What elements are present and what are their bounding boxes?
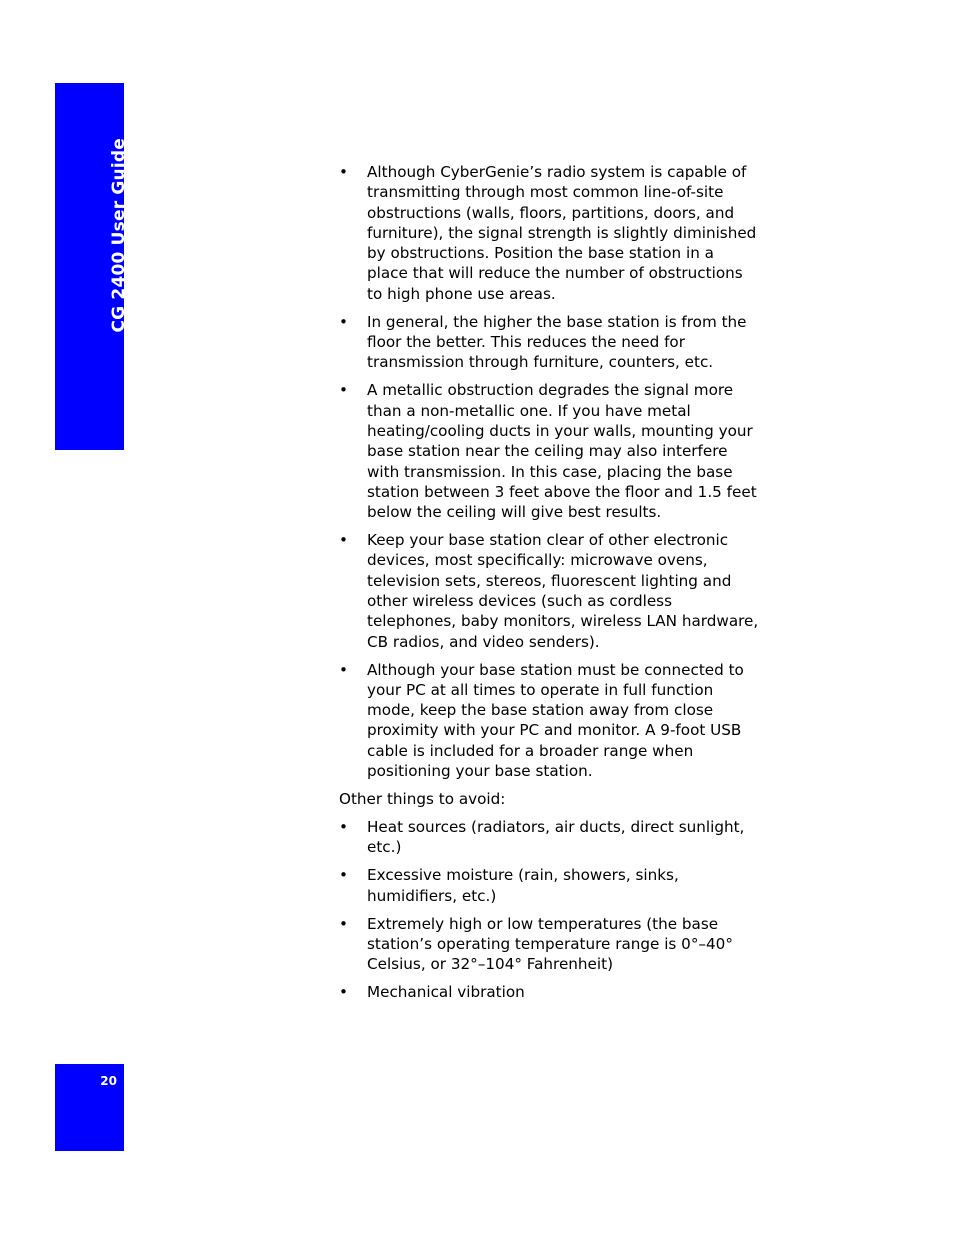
list-item — [339, 865, 759, 906]
list-item — [339, 380, 759, 522]
list-item-text: A metallic obstruction degrades the signal more than a non-metallic one. If you have metal heating/cooling ducts in your walls, mounting your base station near the ceiling may also interfere with transmission. In this case, placing the base station between 3 feet above the floor and 1.5 feet below the ceiling will give best results. — [367, 381, 757, 522]
list-item — [339, 530, 759, 652]
bullet-icon: • — [339, 381, 348, 400]
list-item — [339, 914, 759, 975]
bullet-icon: • — [339, 914, 348, 933]
placement-tips-list — [339, 162, 759, 781]
side-title: CG 2400 User Guide — [109, 138, 129, 333]
list-item — [339, 660, 759, 782]
list-item — [339, 312, 759, 373]
list-item — [339, 982, 759, 1002]
bullet-icon: • — [339, 163, 348, 181]
bullet-icon: • — [339, 866, 348, 885]
things-to-avoid-list — [339, 817, 759, 1002]
bullet-icon: • — [339, 983, 348, 1002]
bullet-icon: • — [339, 312, 348, 331]
bullet-icon: • — [339, 660, 348, 679]
list-item-text: Keep your base station clear of other electronic devices, most specifically: microwave ovens, television sets, stereos, fluorescent lighting and other wireless devices (such as cordless telephones, baby monitors, wireless LAN hardware, CB radios, and video senders). — [367, 531, 759, 651]
list-item-text: Heat sources (radiators, air ducts, direct sunlight, etc.) — [367, 818, 745, 857]
list-item — [339, 817, 759, 858]
bullet-icon: • — [339, 818, 348, 837]
list-item — [339, 162, 759, 304]
list-item-text: Although CyberGenie’s radio system is capable of transmitting through most common line-of-site obstructions (walls, floors, partitions, doors, and furniture), the signal strength is slightly diminished by obstructions. Position the base station in a place that will reduce the number of obstructions to high phone use areas. — [367, 163, 757, 303]
main-content — [339, 162, 759, 1010]
list-item-text: Mechanical vibration — [367, 983, 525, 1002]
list-item-text: Extremely high or low temperatures (the base station’s operating temperature range is 0°–40° Celsius, or 32°–104° Fahrenheit) — [367, 914, 733, 974]
list-item-text: Although your base station must be connected to your PC at all times to operate in full function mode, keep the base station away from close proximity with your PC and monitor. A 9-foot USB cable is included for a broader range when positioning your base station. — [367, 660, 744, 781]
page-number: 20 — [100, 1074, 117, 1088]
bullet-icon: • — [339, 531, 348, 550]
avoid-heading: Other things to avoid: — [339, 790, 506, 809]
list-item-text: Excessive moisture (rain, showers, sinks, humidifiers, etc.) — [367, 866, 679, 905]
list-item-text: In general, the higher the base station is from the floor the better. This reduces the need for transmission through furniture, counters, etc. — [367, 312, 747, 372]
page-number-box — [55, 1064, 124, 1151]
